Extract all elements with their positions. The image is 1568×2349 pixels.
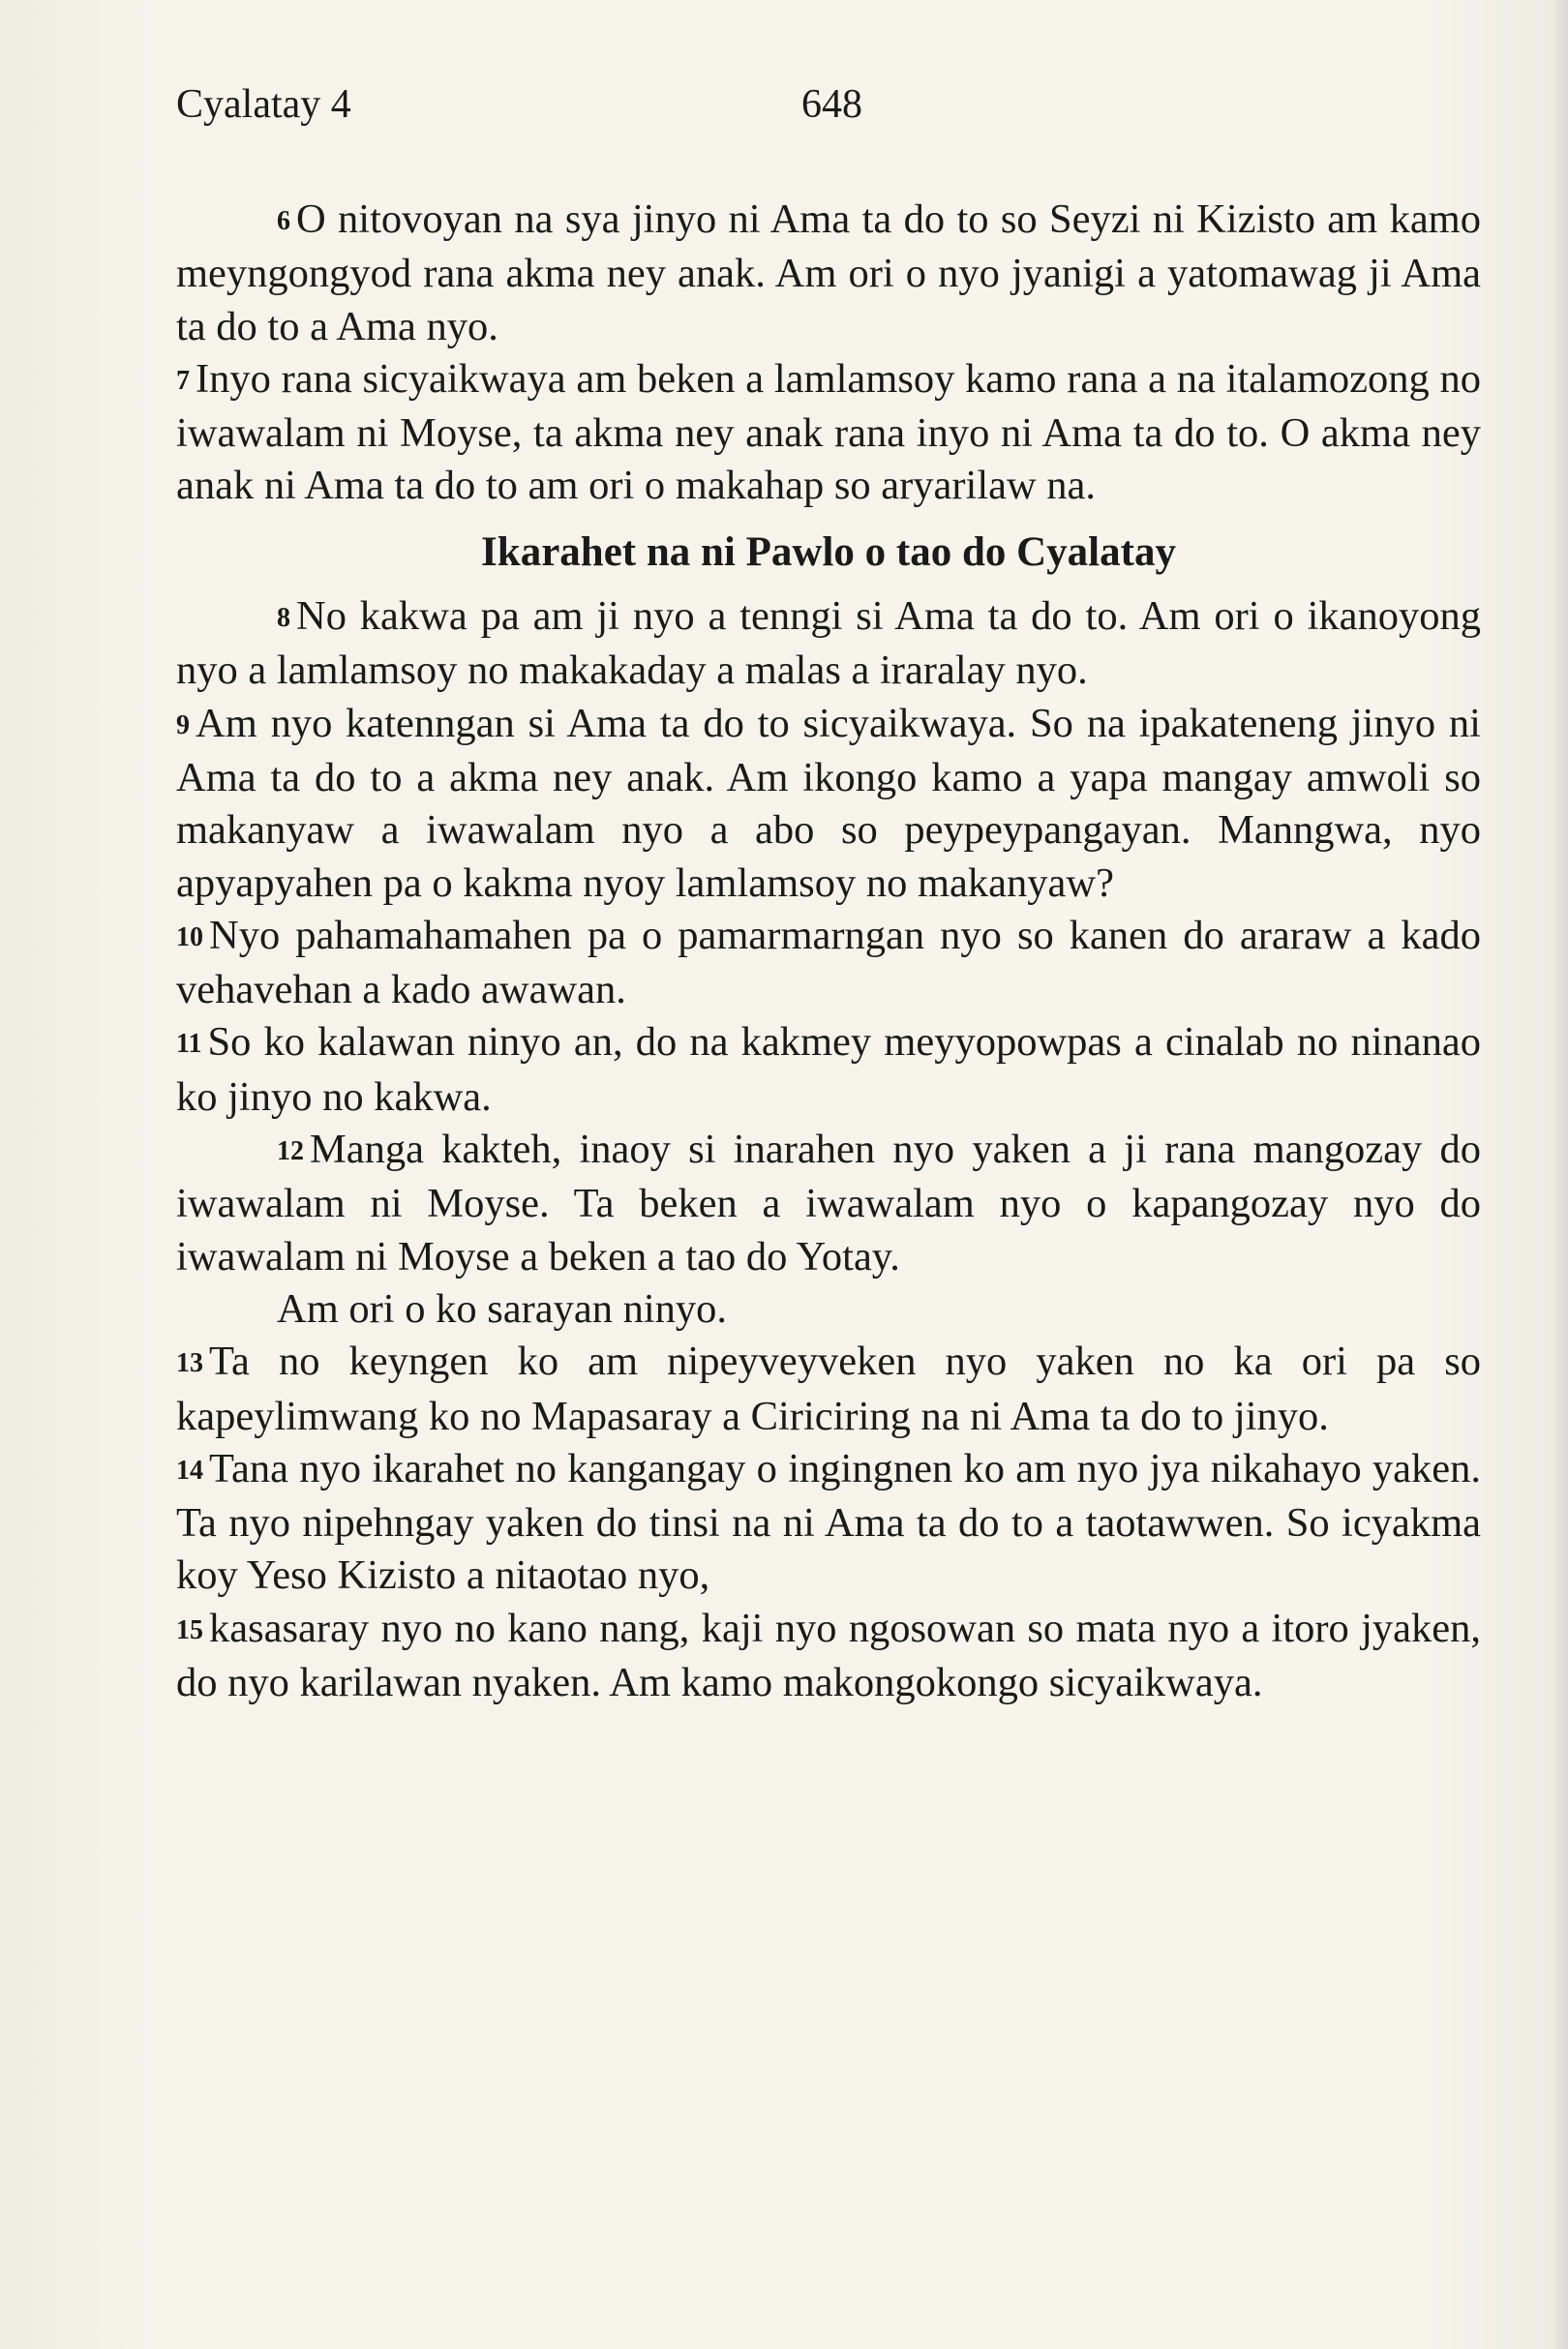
verse-12-continuation: Am ori o ko sarayan ninyo. <box>277 1285 728 1332</box>
verse-6 <box>176 194 1481 353</box>
verse-number: 7 <box>176 365 190 396</box>
verse-text: Inyo rana sicyaikwaya am beken a lamlamsoy kamo rana a na italamozong no iwawalam ni Moyse, ta akma ney anak rana inyo ni Ama ta do to. O akma ney anak ni Ama ta do to am ori o makahap so aryarilaw na. <box>176 355 1481 509</box>
verse-text: No kakwa pa am ji nyo a tenngi si Ama ta do to. Am ori o ikanoyong nyo a lamlamsoy no makakaday a malas a iraralay nyo. <box>176 593 1481 694</box>
verse-text: kasasaray nyo no kano nang, kaji nyo ngosowan so mata nyo a itoro jyaken, do nyo karilawan nyaken. Am kamo makongokongo sicyaikwaya. <box>176 1605 1481 1706</box>
page-gutter <box>1554 0 1568 2349</box>
verse-text: O nitovoyan na sya jinyo ni Ama ta do to so Seyzi ni Kizisto am kamo meyngongyod rana akma ney anak. Am ori o nyo jyanigi a yatomawag ji Ama ta do to a Ama nyo. <box>176 196 1481 349</box>
verse-text: So ko kalawan ninyo an, do na kakmey meyyopowpas a cinalab no ninanao ko jinyo no kakwa. <box>176 1019 1481 1120</box>
verse-15 <box>176 1603 1481 1710</box>
page-number: 648 <box>801 82 862 127</box>
verse-10 <box>176 910 1481 1017</box>
verse-13 <box>176 1336 1481 1443</box>
section-heading: Ikarahet na ni Pawlo o tao do Cyalatay <box>481 528 1176 575</box>
scripture-text <box>176 194 1481 1709</box>
verse-number: 13 <box>176 1348 203 1379</box>
verse-number: 9 <box>176 709 190 740</box>
verse-number: 8 <box>277 603 290 634</box>
running-head <box>176 75 1568 134</box>
verse-text: Tana nyo ikarahet no kangangay o ingingnen ko am nyo jya nikahayo yaken. Ta nyo nipehngay yaken do tinsi na ni Ama ta do to a taotawwen. So icyakma koy Yeso Kizisto a nitaotao nyo, <box>176 1445 1481 1599</box>
verse-text: Ta no keyngen ko am nipeyveyveken nyo yaken no ka ori pa so kapeylimwang ko no Mapasaray a Ciriciring na ni Ama ta do to jinyo. <box>176 1339 1481 1439</box>
verse-number: 6 <box>277 206 290 236</box>
verse-8 <box>176 590 1481 698</box>
verse-text: Manga kakteh, inaoy si inarahen nyo yaken a ji rana mangozay do iwawalam ni Moyse. Ta beken a iwawalam nyo o kapangozay nyo do iwawalam ni Moyse a beken a tao do Yotay. <box>176 1127 1481 1280</box>
verse-number: 12 <box>277 1136 304 1167</box>
book-title: Cyalatay 4 <box>176 82 351 127</box>
verse-number: 11 <box>176 1029 202 1060</box>
verse-number: 14 <box>176 1455 203 1486</box>
verse-7 <box>176 353 1481 513</box>
verse-text: Nyo pahamahamahen pa o pamarmarngan nyo so kanen do araraw a kado vehavehan a kado awawan. <box>176 912 1481 1013</box>
verse-9 <box>176 698 1481 910</box>
verse-14 <box>176 1443 1481 1603</box>
verse-number: 15 <box>176 1614 203 1645</box>
verse-number: 10 <box>176 921 203 952</box>
verse-11 <box>176 1016 1481 1124</box>
verse-text: Am nyo katenngan si Ama ta do to sicyaikwaya. So na ipakateneng jinyo ni Ama ta do to a akma ney anak. Am ikongo kamo a yapa mangay amwoli so makanyaw a iwawalam nyo a abo so peypeypangayan. Manngwa, nyo apyapyahen pa o kakma nyoy lamlamsoy no makanyaw? <box>176 700 1481 906</box>
verse-12 <box>176 1124 1481 1283</box>
